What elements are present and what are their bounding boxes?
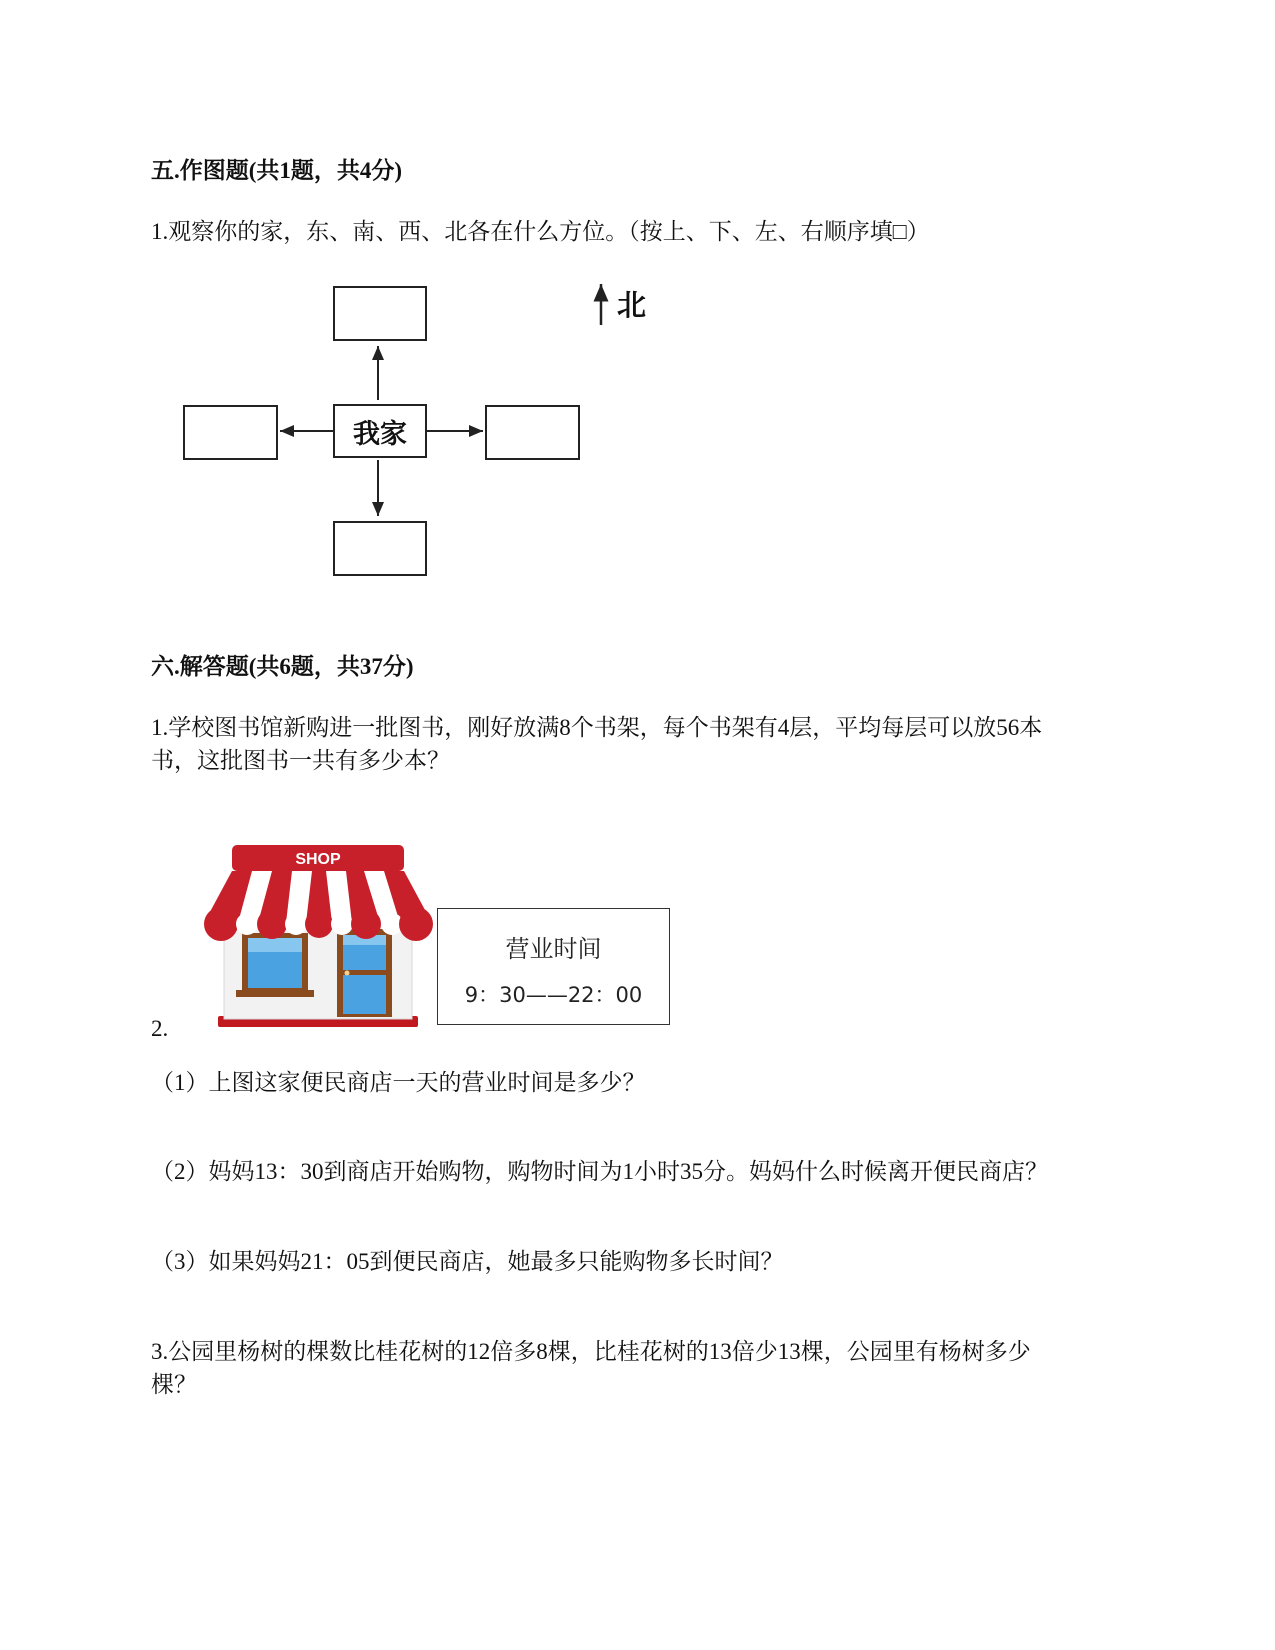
answer-box-right[interactable] xyxy=(485,405,580,460)
business-hours-box xyxy=(437,908,670,1025)
business-hours-time: 9：30——22：00 xyxy=(464,983,643,1007)
north-label: 北 xyxy=(617,288,647,322)
business-hours-title: 营业时间 xyxy=(505,935,602,963)
question-6-2-sub-1: （1）上图这家便民商店一天的营业时间是多少？ xyxy=(151,1070,646,1095)
question-6-2-sub-3: （3）如果妈妈21：05到便民商店，她最多只能购物多长时间？ xyxy=(151,1249,784,1274)
section-6-heading: 六.解答题(共6题，共37分) xyxy=(151,654,414,679)
home-label: 我家 xyxy=(353,418,407,450)
answer-box-left[interactable] xyxy=(183,405,278,460)
question-5-1-text: 1.观察你的家，东、南、西、北各在什么方位。（按上、下、左、右顺序填□） xyxy=(151,219,930,244)
question-6-2-number: 2. xyxy=(151,1016,169,1041)
question-6-1-line-1: 1.学校图书馆新购进一批图书，刚好放满8个书架，每个书架有4层，平均每层可以放56本 xyxy=(151,715,1043,740)
shop-sign: SHOP xyxy=(295,851,341,868)
question-6-3-line-2: 棵？ xyxy=(151,1372,197,1397)
home-box xyxy=(333,404,427,458)
section-5-heading: 五.作图题(共1题，共4分) xyxy=(151,158,403,183)
question-6-1-line-2: 书，这批图书一共有多少本？ xyxy=(151,748,450,773)
answer-box-top[interactable] xyxy=(333,286,427,341)
shop-illustration xyxy=(200,845,440,1030)
question-6-3-line-1: 3.公园里杨树的棵数比桂花树的12倍多8棵，比桂花树的13倍少13棵，公园里有杨树多少 xyxy=(151,1339,1031,1364)
answer-box-bottom[interactable] xyxy=(333,521,427,576)
question-6-2-sub-2: （2）妈妈13：30到商店开始购物，购物时间为1小时35分。妈妈什么时候离开便民商店？ xyxy=(151,1159,1048,1184)
